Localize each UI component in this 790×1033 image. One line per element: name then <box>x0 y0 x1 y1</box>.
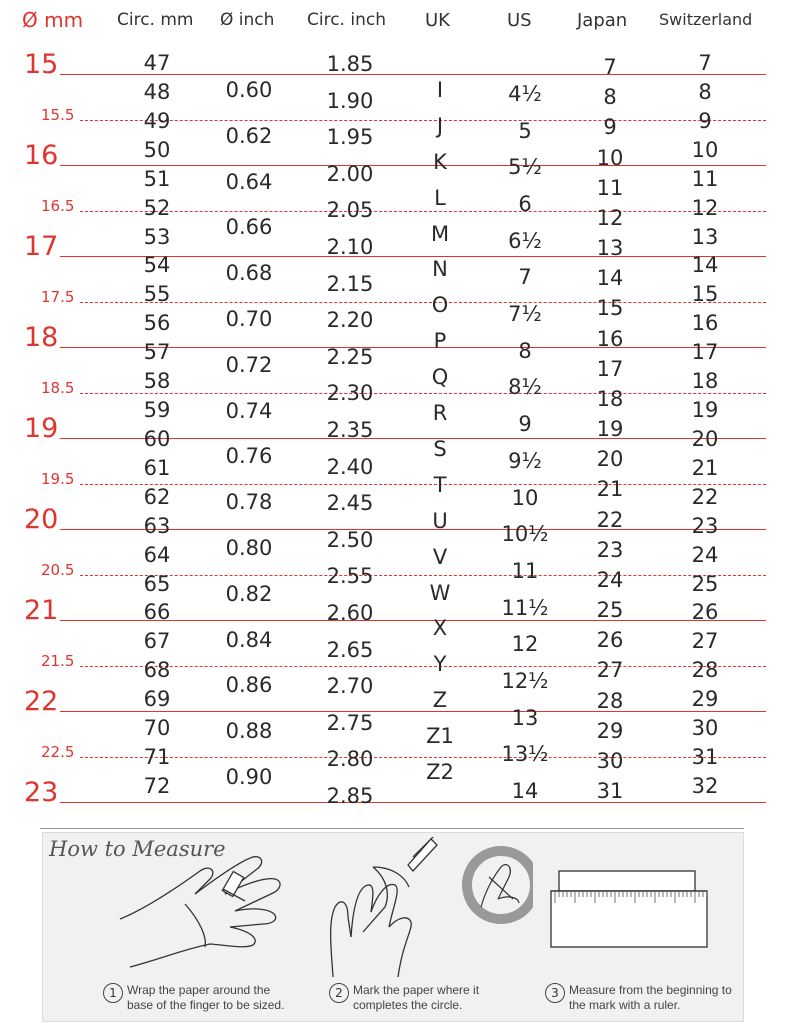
circ-mm-cell: 49 <box>143 108 171 133</box>
circ-inch-cell: 2.40 <box>326 454 374 479</box>
uk-size-cell: J <box>436 113 444 138</box>
japan-size-cell: 27 <box>596 658 624 683</box>
size-line-dashed <box>80 211 766 212</box>
step-1-line-2: base of the finger to be sized. <box>127 998 285 1012</box>
circ-mm-cell: 57 <box>143 340 171 365</box>
japan-size-cell: 11 <box>596 175 624 200</box>
japan-size-cell: 7 <box>603 55 617 79</box>
circ-mm-cell: 71 <box>143 745 171 770</box>
diameter-inch-cell: 0.60 <box>225 78 273 102</box>
circ-mm-cell: 60 <box>143 426 171 451</box>
us-size-cell: 8 <box>518 338 532 363</box>
circ-inch-cell: 2.80 <box>326 747 374 772</box>
circ-inch-cell: 2.75 <box>326 710 374 735</box>
header-diameter-inch: Ø inch <box>220 10 275 30</box>
japan-size-cell: 23 <box>596 537 624 562</box>
japan-size-cell: 22 <box>596 507 624 532</box>
us-size-cell: 9½ <box>508 448 542 473</box>
diameter-mm-label: 22.5 <box>41 742 75 761</box>
size-line-dashed <box>80 484 766 485</box>
step-2-line-1: Mark the paper where it <box>353 983 480 997</box>
japan-size-cell: 26 <box>596 628 624 653</box>
diameter-mm-label: 22 <box>24 686 59 717</box>
switzerland-size-cell: 32 <box>691 774 719 798</box>
header-switzerland: Switzerland <box>659 10 753 29</box>
japan-size-cell: 20 <box>596 447 624 472</box>
japan-size-cell: 9 <box>603 115 617 140</box>
how-to-measure-title: How to Measure <box>49 837 226 861</box>
switzerland-size-cell: 30 <box>691 716 719 741</box>
step-2-number: 2 <box>329 983 349 1003</box>
switzerland-size-cell: 9 <box>698 108 712 133</box>
diameter-mm-label: 17.5 <box>41 287 75 306</box>
switzerland-size-cell: 21 <box>691 455 719 480</box>
uk-size-cell: O <box>431 293 449 318</box>
size-line-dashed <box>80 302 766 303</box>
japan-size-cell: 29 <box>596 718 624 743</box>
japan-size-cell: 16 <box>596 326 624 351</box>
circ-inch-cell: 2.85 <box>326 784 374 808</box>
diameter-inch-cell: 0.88 <box>225 719 273 744</box>
uk-size-cell: M <box>430 221 450 246</box>
switzerland-size-cell: 19 <box>691 398 719 423</box>
us-size-cell: 7½ <box>508 302 542 327</box>
us-size-cell: 13 <box>511 705 539 730</box>
step-2-text <box>353 983 479 1013</box>
circ-inch-cell: 2.10 <box>326 235 374 259</box>
circ-inch-cell: 2.35 <box>326 418 374 442</box>
step-2-line-2: completes the circle. <box>353 998 463 1012</box>
switzerland-size-cell: 11 <box>691 166 719 191</box>
uk-size-cell: I <box>436 78 444 102</box>
uk-size-cell: P <box>433 329 447 354</box>
circ-inch-cell: 2.00 <box>326 161 374 186</box>
circ-mm-cell: 72 <box>143 774 171 798</box>
japan-size-cell: 14 <box>596 266 624 291</box>
circ-inch-cell: 2.60 <box>326 601 374 625</box>
japan-size-cell: 31 <box>596 779 624 803</box>
diameter-inch-cell: 0.74 <box>225 398 273 423</box>
size-line-dashed <box>80 575 766 576</box>
diameter-mm-label: 16 <box>24 140 59 171</box>
step-1-number: 1 <box>103 983 123 1003</box>
switzerland-size-cell: 14 <box>691 253 719 278</box>
diameter-inch-cell: 0.62 <box>225 123 273 148</box>
us-size-cell: 7 <box>518 265 532 290</box>
japan-size-cell: 19 <box>596 417 624 441</box>
circ-mm-cell: 69 <box>143 687 171 712</box>
diameter-mm-label: 23 <box>24 777 59 808</box>
uk-size-cell: V <box>432 544 448 569</box>
japan-size-cell: 15 <box>596 296 624 321</box>
us-size-cell: 11½ <box>501 595 549 620</box>
uk-size-cell: N <box>432 257 448 282</box>
uk-size-cell: U <box>432 508 448 533</box>
diameter-inch-cell: 0.84 <box>225 627 273 652</box>
switzerland-size-cell: 26 <box>691 600 719 625</box>
us-size-cell: 6 <box>518 192 532 217</box>
switzerland-size-cell: 8 <box>698 79 712 104</box>
switzerland-size-cell: 15 <box>691 282 719 307</box>
uk-size-cell: T <box>433 472 447 497</box>
circ-mm-cell: 68 <box>143 658 171 683</box>
circ-inch-cell: 2.65 <box>326 637 374 662</box>
circ-mm-cell: 64 <box>143 542 171 567</box>
header-diameter-mm: Ø mm <box>22 8 84 32</box>
header-us: US <box>507 10 532 31</box>
circ-mm-cell: 62 <box>143 484 171 509</box>
diameter-inch-cell: 0.80 <box>225 536 273 560</box>
size-line-dashed <box>80 120 766 121</box>
diameter-mm-label: 21.5 <box>41 651 75 670</box>
circ-inch-cell: 2.55 <box>326 564 374 589</box>
diameter-inch-cell: 0.70 <box>225 307 273 331</box>
size-line-dashed <box>80 393 766 394</box>
step-1-line-1: Wrap the paper around the <box>127 983 271 997</box>
circ-inch-cell: 1.90 <box>326 88 374 113</box>
diameter-mm-label: 20.5 <box>41 560 75 579</box>
step-3-line-1: Measure from the beginning to <box>569 983 732 997</box>
header-uk: UK <box>425 10 450 31</box>
us-size-cell: 5½ <box>508 155 542 180</box>
uk-size-cell: Z1 <box>426 724 454 749</box>
switzerland-size-cell: 31 <box>691 745 719 770</box>
step-3-text <box>569 983 732 1013</box>
switzerland-size-cell: 25 <box>691 571 719 596</box>
header-circ-mm: Circ. mm <box>117 10 194 30</box>
us-size-cell: 13½ <box>501 742 549 767</box>
header-japan: Japan <box>577 10 628 31</box>
us-size-cell: 5 <box>518 118 532 143</box>
japan-size-cell: 24 <box>596 567 624 592</box>
uk-size-cell: Z2 <box>426 760 454 784</box>
switzerland-size-cell: 24 <box>691 542 719 567</box>
us-size-cell: 10 <box>511 485 539 510</box>
circ-mm-cell: 53 <box>143 224 171 249</box>
diameter-mm-label: 19 <box>24 413 59 444</box>
circ-mm-cell: 65 <box>143 571 171 596</box>
section-divider <box>40 828 744 829</box>
diameter-mm-label: 20 <box>24 504 59 535</box>
switzerland-size-cell: 10 <box>691 137 719 162</box>
uk-size-cell: S <box>433 436 447 461</box>
circ-mm-cell: 59 <box>143 398 171 423</box>
switzerland-size-cell: 23 <box>691 513 719 538</box>
diameter-mm-label: 21 <box>24 595 59 626</box>
how-to-measure-panel <box>42 832 744 1022</box>
circ-mm-cell: 54 <box>143 253 171 278</box>
circ-mm-cell: 56 <box>143 311 171 336</box>
uk-size-cell: R <box>432 401 448 426</box>
hand-wrap-illustration <box>115 849 295 979</box>
us-size-cell: 10½ <box>501 522 549 547</box>
mark-paper-illustration <box>313 837 533 979</box>
us-size-cell: 4½ <box>508 82 542 106</box>
diameter-mm-label: 18.5 <box>41 378 75 397</box>
diameter-mm-label: 15 <box>24 49 59 80</box>
circ-mm-cell: 51 <box>143 166 171 191</box>
circ-mm-cell: 63 <box>143 513 171 538</box>
switzerland-size-cell: 13 <box>691 224 719 249</box>
us-size-cell: 9 <box>518 412 532 437</box>
circ-inch-cell: 2.25 <box>326 344 374 369</box>
uk-size-cell: X <box>432 616 448 641</box>
switzerland-size-cell: 17 <box>691 340 719 365</box>
size-line-dashed <box>80 666 766 667</box>
step-1-text <box>127 983 284 1013</box>
uk-size-cell: Z <box>432 688 448 713</box>
japan-size-cell: 21 <box>596 477 624 502</box>
circ-mm-cell: 47 <box>143 51 171 75</box>
diameter-mm-label: 16.5 <box>41 196 75 215</box>
uk-size-cell: K <box>433 149 447 174</box>
diameter-inch-cell: 0.78 <box>225 490 273 515</box>
uk-size-cell: L <box>434 185 446 210</box>
circ-mm-cell: 48 <box>143 79 171 104</box>
japan-size-cell: 18 <box>596 386 624 411</box>
circ-inch-cell: 2.20 <box>326 308 374 333</box>
switzerland-size-cell: 18 <box>691 369 719 394</box>
circ-mm-cell: 70 <box>143 716 171 741</box>
japan-size-cell: 25 <box>596 598 624 622</box>
circ-inch-cell: 2.70 <box>326 674 374 699</box>
switzerland-size-cell: 12 <box>691 195 719 220</box>
circ-inch-cell: 2.45 <box>326 491 374 516</box>
diameter-inch-cell: 0.76 <box>225 444 273 469</box>
step-3-number: 3 <box>545 983 565 1003</box>
circ-mm-cell: 58 <box>143 369 171 394</box>
japan-size-cell: 30 <box>596 748 624 773</box>
switzerland-size-cell: 28 <box>691 658 719 683</box>
header-circ-inch: Circ. inch <box>307 10 386 30</box>
japan-size-cell: 12 <box>596 205 624 230</box>
diameter-mm-label: 17 <box>24 231 59 262</box>
diameter-inch-cell: 0.72 <box>225 352 273 377</box>
diameter-inch-cell: 0.68 <box>225 261 273 286</box>
switzerland-size-cell: 22 <box>691 484 719 509</box>
uk-size-cell: W <box>429 580 451 605</box>
switzerland-size-cell: 29 <box>691 687 719 712</box>
us-size-cell: 8½ <box>508 375 542 400</box>
japan-size-cell: 13 <box>596 236 624 260</box>
circ-mm-cell: 67 <box>143 629 171 654</box>
diameter-inch-cell: 0.86 <box>225 673 273 698</box>
us-size-cell: 11 <box>511 558 539 583</box>
circ-inch-cell: 2.30 <box>326 381 374 406</box>
circ-inch-cell: 2.15 <box>326 271 374 296</box>
circ-inch-cell: 2.05 <box>326 198 374 223</box>
diameter-mm-label: 19.5 <box>41 469 75 488</box>
circ-inch-cell: 1.85 <box>326 52 374 76</box>
circ-mm-cell: 55 <box>143 282 171 307</box>
diameter-inch-cell: 0.66 <box>225 215 273 240</box>
us-size-cell: 14 <box>511 779 539 803</box>
us-size-cell: 6½ <box>508 228 542 253</box>
circ-mm-cell: 50 <box>143 137 171 162</box>
circ-inch-cell: 1.95 <box>326 125 374 150</box>
step-3-line-2: the mark with a ruler. <box>569 998 681 1012</box>
diameter-mm-label: 18 <box>24 322 59 353</box>
japan-size-cell: 17 <box>596 356 624 381</box>
us-size-cell: 12 <box>511 632 539 657</box>
diameter-inch-cell: 0.82 <box>225 581 273 606</box>
switzerland-size-cell: 16 <box>691 311 719 336</box>
circ-inch-cell: 2.50 <box>326 527 374 552</box>
circ-mm-cell: 66 <box>143 600 171 625</box>
japan-size-cell: 10 <box>596 145 624 170</box>
uk-size-cell: Q <box>431 365 449 390</box>
size-line-solid <box>60 802 766 803</box>
switzerland-size-cell: 27 <box>691 629 719 654</box>
diameter-mm-label: 15.5 <box>41 105 75 124</box>
japan-size-cell: 28 <box>596 688 624 713</box>
diameter-inch-cell: 0.90 <box>225 765 273 789</box>
circ-mm-cell: 61 <box>143 455 171 480</box>
uk-size-cell: Y <box>433 652 447 677</box>
us-size-cell: 12½ <box>501 668 549 693</box>
switzerland-size-cell: 7 <box>698 51 712 75</box>
diameter-inch-cell: 0.64 <box>225 169 273 194</box>
japan-size-cell: 8 <box>603 85 617 110</box>
switzerland-size-cell: 20 <box>691 426 719 451</box>
circ-mm-cell: 52 <box>143 195 171 220</box>
size-line-dashed <box>80 757 766 758</box>
ruler-illustration <box>549 863 709 953</box>
